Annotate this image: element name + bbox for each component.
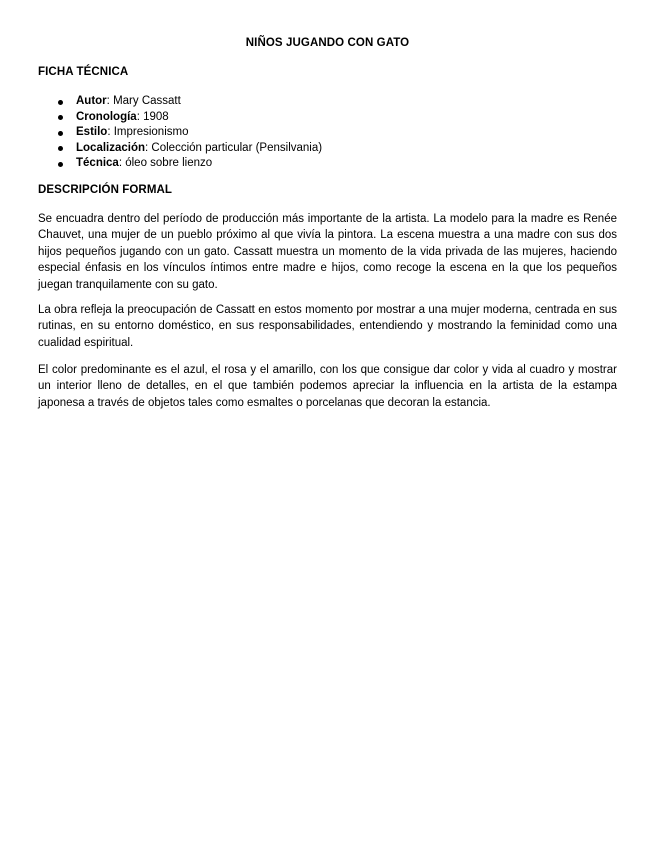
descripcion-formal-heading: DESCRIPCIÓN FORMAL: [38, 184, 173, 196]
fact-separator: :: [136, 110, 144, 123]
ficha-tecnica-heading: FICHA TÉCNICA: [38, 66, 129, 78]
fact-value: 1908: [143, 110, 169, 123]
fact-value: Colección particular (Pensilvania): [151, 141, 323, 154]
fact-value: Impresionismo: [113, 126, 189, 138]
fact-key: Localización: [76, 141, 146, 154]
document-title: NIÑOS JUGANDO CON GATO: [245, 37, 410, 49]
fact-separator: :: [118, 157, 126, 169]
fact-value: Mary Cassatt: [113, 95, 181, 107]
fact-key: Autor: [76, 95, 107, 107]
fact-item-tecnica: [38, 156, 322, 172]
bullet-icon: [58, 100, 63, 105]
bullet-icon: [58, 162, 63, 167]
fact-item-cronologia: [38, 110, 322, 126]
paragraph-3: El color predominante es el azul, el rosa y el amarillo, con los que consigue dar color y vida al cuadro y mostrar un interior lleno de detalles, en el que también podemos apreciar la influencia en la artista de la estampa japonesa a través de objetos tales como esmaltes o porcelanas que decoran la estancia.: [38, 364, 617, 409]
fact-key: Cronología: [76, 110, 137, 123]
fact-value: óleo sobre lienzo: [125, 157, 213, 169]
fact-key: Estilo: [76, 126, 108, 138]
paragraph-1: Se encuadra dentro del período de producción más importante de la artista. La modelo para la madre es Renée Chauvet, una mujer de un pueblo próximo al que vivía la pintora. La escena muestra a una madre con sus dos hijos pequeños jugando con un gato. Cassatt muestra un momento de la vida privada de las mujeres, haciendo especial énfasis en los vínculos íntimos entre madre e hijos, como recoge la escena en la que los pequeños juegan tranquilamente con su gato.: [38, 213, 617, 291]
paragraph-2: La obra refleja la preocupación de Cassatt en estos momento por mostrar a una mujer moderna, centrada en sus rutinas, en su entorno doméstico, en sus responsabilidades, entendiendo y mostrando la feminidad como una cualidad espiritual.: [38, 304, 617, 349]
fact-separator: :: [145, 141, 152, 154]
fact-item-localizacion: [38, 141, 322, 157]
bullet-icon: [58, 115, 63, 120]
fact-item-autor: [38, 94, 322, 110]
ficha-tecnica-list: [38, 94, 322, 172]
bullet-icon: [58, 146, 63, 151]
fact-item-estilo: [38, 125, 322, 141]
fact-key: Técnica: [76, 157, 119, 169]
fact-separator: :: [107, 126, 114, 138]
fact-separator: :: [106, 95, 114, 107]
bullet-icon: [58, 131, 63, 136]
